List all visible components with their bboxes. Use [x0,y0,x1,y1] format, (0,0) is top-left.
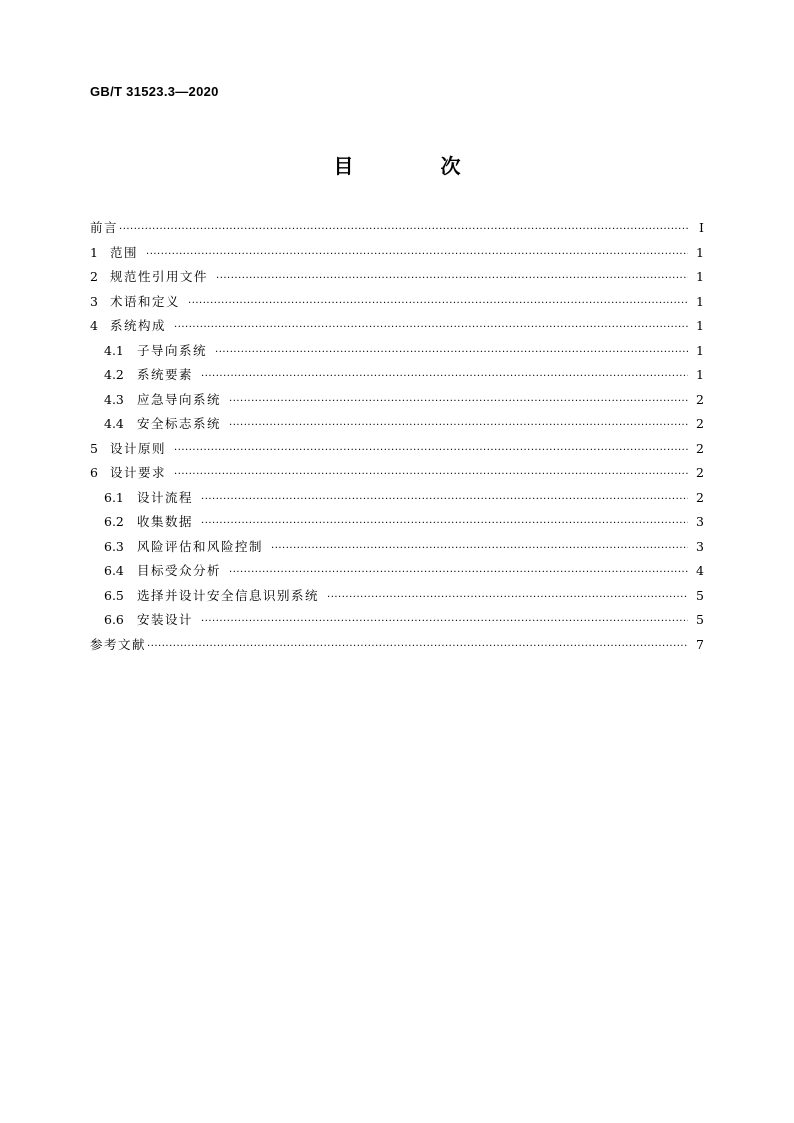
toc-entry-4-2[interactable] [90,363,704,388]
toc-leader-dots [119,218,688,243]
toc-page-number: 1 [696,293,704,309]
toc-leader-dots [201,610,688,635]
toc-leader-dots [215,341,688,366]
toc-entry-6-5[interactable] [90,584,704,609]
toc-page-number: 1 [696,244,704,260]
toc-page-number: 7 [696,636,704,652]
toc-entry-number: 6.5 [104,587,124,603]
toc-leader-dots [229,414,688,439]
toc-leader-dots [174,439,688,464]
toc-entry-6-1[interactable] [90,486,704,511]
toc-entry-title: 规范性引用文件 [110,269,209,284]
toc-entry-number: 4.3 [104,391,124,407]
toc-page-number: 1 [696,318,704,333]
toc-entry-bibliography[interactable] [90,633,704,658]
toc-leader-dots [229,390,688,415]
toc-leader-dots [229,561,688,586]
toc-entry-number: 2 [90,269,98,284]
toc-entry-number: 4.1 [104,342,124,358]
toc-leader-dots [216,267,688,292]
toc-entry-number: 5 [90,440,98,456]
toc-leader-dots [271,537,688,562]
toc-page-number: Ⅰ [699,220,704,235]
toc-page-number: 2 [696,440,704,456]
document-code: GB/T 31523.3—2020 [90,84,219,99]
toc-page-number: 5 [696,587,704,603]
toc-entry-title: 系统构成 [110,318,167,333]
toc-entry-title: 设计原则 [110,440,167,456]
toc-entry-title: 术语和定义 [110,293,181,309]
toc-entry-number: 3 [90,293,98,309]
toc-entry-title: 参考文献 [90,636,147,652]
toc-entry-number: 4 [90,318,98,333]
toc-entry-system-composition[interactable] [90,314,704,339]
toc-leader-dots [201,512,688,537]
toc-entry-6-4[interactable] [90,559,704,584]
toc-entry-title: 安装设计 [137,612,194,627]
toc-entry-title: 系统要素 [137,367,194,382]
toc-leader-dots [188,292,688,317]
toc-entry-6-2[interactable] [90,510,704,535]
toc-leader-dots [147,635,688,660]
toc-entry-title: 风险评估和风险控制 [137,538,264,554]
toc-entry-number: 6.3 [104,538,124,554]
toc-entry-number: 4.4 [104,416,124,431]
toc-page-number: 2 [696,416,704,431]
toc-leader-dots [201,365,688,390]
toc-entry-title: 安全标志系统 [137,416,222,431]
toc-page-number: 1 [696,367,704,382]
toc-entry-number: 6.4 [104,563,124,578]
toc-entry-title: 前言 [90,220,119,235]
toc-entry-number: 6.1 [104,489,124,505]
toc-leader-dots [174,463,688,488]
toc-leader-dots [327,586,688,611]
toc-entry-number: 1 [90,244,98,260]
toc-entry-number: 6.6 [104,612,124,627]
toc-page-number: 4 [696,563,704,578]
toc-entry-title: 设计要求 [110,465,167,480]
toc-entry-title: 应急导向系统 [137,391,222,407]
toc-entry-design-requirements[interactable] [90,461,704,486]
toc-leader-dots [146,243,688,268]
toc-entry-4-1[interactable] [90,339,704,364]
toc-entry-normative-references[interactable] [90,265,704,290]
toc-entry-title: 子导向系统 [137,342,208,358]
toc-entry-number: 6.2 [104,514,124,529]
toc-entry-4-4[interactable] [90,412,704,437]
toc-entry-foreword[interactable] [90,216,704,241]
toc-entry-title: 设计流程 [137,489,194,505]
toc-entry-title: 收集数据 [137,514,194,529]
toc-page-number: 2 [696,391,704,407]
toc-page-number: 1 [696,342,704,358]
toc-page-number: 1 [696,269,704,284]
table-of-contents [90,216,704,657]
toc-entry-6-6[interactable] [90,608,704,633]
toc-entry-title: 目标受众分析 [137,563,222,578]
toc-entry-scope[interactable] [90,241,704,266]
toc-entry-title: 范围 [110,244,139,260]
toc-entry-number: 4.2 [104,367,124,382]
toc-page-number: 2 [696,489,704,505]
toc-entry-title: 选择并设计安全信息识别系统 [137,587,320,603]
toc-entry-4-3[interactable] [90,388,704,413]
toc-page-number: 5 [696,612,704,627]
toc-entry-6-3[interactable] [90,535,704,560]
toc-page-number: 2 [696,465,704,480]
toc-page-number: 3 [696,514,704,529]
toc-leader-dots [201,488,688,513]
toc-entry-design-principles[interactable] [90,437,704,462]
toc-title: 目 次 [333,154,501,178]
toc-page-number: 3 [696,538,704,554]
toc-leader-dots [174,316,688,341]
toc-entry-terms-definitions[interactable] [90,290,704,315]
toc-entry-number: 6 [90,465,98,480]
